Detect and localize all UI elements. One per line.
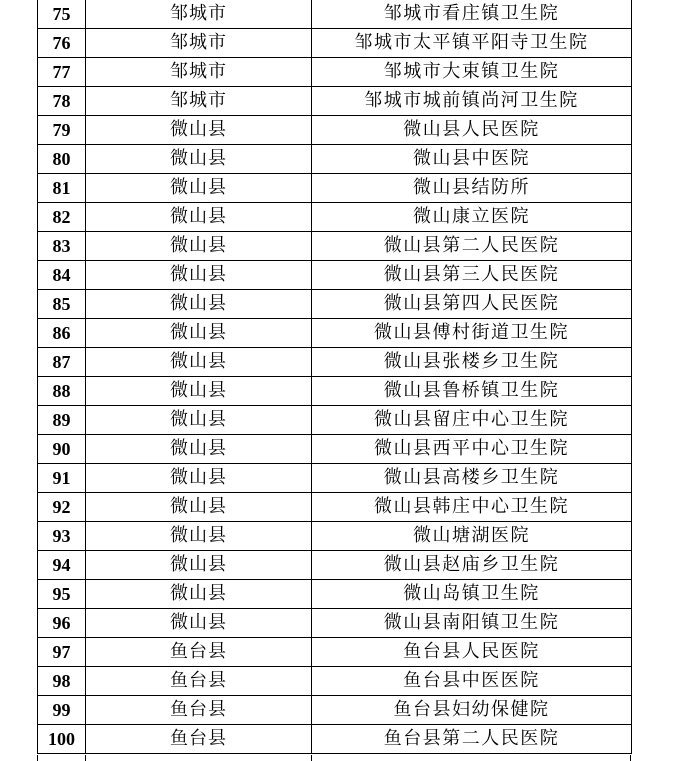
- row-hospital-name: 微山县第三人民医院: [312, 261, 632, 290]
- row-hospital-name: 邹城市看庄镇卫生院: [312, 0, 632, 29]
- table-row: [38, 609, 632, 638]
- row-number: 94: [38, 551, 86, 580]
- row-number: 75: [38, 0, 86, 29]
- row-hospital-name: 微山县西平中心卫生院: [312, 435, 632, 464]
- row-hospital-name: 微山县中医院: [312, 145, 632, 174]
- row-hospital-name: 微山县第四人民医院: [312, 290, 632, 319]
- table-row: [38, 580, 632, 609]
- row-city: 微山县: [86, 145, 312, 174]
- row-city: 微山县: [86, 406, 312, 435]
- row-number: 82: [38, 203, 86, 232]
- row-hospital-name: 微山县赵庙乡卫生院: [312, 551, 632, 580]
- row-city: 微山县: [86, 290, 312, 319]
- row-hospital-name: 邹城市城前镇尚河卫生院: [312, 87, 632, 116]
- row-city: 微山县: [86, 580, 312, 609]
- table-row: [38, 725, 632, 754]
- row-number: 81: [38, 174, 86, 203]
- row-city: 微山县: [86, 348, 312, 377]
- table-row: [38, 464, 632, 493]
- row-number: 80: [38, 145, 86, 174]
- row-city: 鱼台县: [86, 696, 312, 725]
- table-row: [38, 0, 632, 29]
- row-number: 96: [38, 609, 86, 638]
- row-city: 邹城市: [86, 58, 312, 87]
- table-row: [38, 58, 632, 87]
- table-row: [38, 406, 632, 435]
- row-city: 微山县: [86, 174, 312, 203]
- row-number: 100: [38, 725, 86, 754]
- row-number: 90: [38, 435, 86, 464]
- row-number: 93: [38, 522, 86, 551]
- row-city: 微山县: [86, 551, 312, 580]
- row-hospital-name: 微山县韩庄中心卫生院: [312, 493, 632, 522]
- table-row: [38, 348, 632, 377]
- row-number: 85: [38, 290, 86, 319]
- table-row: [38, 232, 632, 261]
- row-hospital-name: 微山县第二人民医院: [312, 232, 632, 261]
- row-hospital-name: 微山县鲁桥镇卫生院: [312, 377, 632, 406]
- hospital-table: [37, 0, 632, 754]
- hospital-table-body: [38, 0, 632, 754]
- row-number: 78: [38, 87, 86, 116]
- row-city: 微山县: [86, 261, 312, 290]
- row-city: 邹城市: [86, 87, 312, 116]
- table-row: [38, 87, 632, 116]
- row-city: 鱼台县: [86, 638, 312, 667]
- table-row: [38, 290, 632, 319]
- row-number: 88: [38, 377, 86, 406]
- row-city: 微山县: [86, 232, 312, 261]
- row-number: 77: [38, 58, 86, 87]
- row-number: 86: [38, 319, 86, 348]
- row-city: 微山县: [86, 609, 312, 638]
- table-row: [38, 145, 632, 174]
- row-number: 99: [38, 696, 86, 725]
- row-city: 微山县: [86, 493, 312, 522]
- table-row: [38, 377, 632, 406]
- row-hospital-name: 微山县结防所: [312, 174, 632, 203]
- row-hospital-name: 微山康立医院: [312, 203, 632, 232]
- row-number: 97: [38, 638, 86, 667]
- row-number: 91: [38, 464, 86, 493]
- row-hospital-name: 鱼台县妇幼保健院: [312, 696, 632, 725]
- table-row: [38, 116, 632, 145]
- row-city: 邹城市: [86, 0, 312, 29]
- row-number: 84: [38, 261, 86, 290]
- row-city: 微山县: [86, 435, 312, 464]
- table-row: [38, 667, 632, 696]
- table-row: [38, 29, 632, 58]
- row-city: 微山县: [86, 377, 312, 406]
- row-hospital-name: 邹城市大束镇卫生院: [312, 58, 632, 87]
- table-row: [38, 203, 632, 232]
- table-row: [38, 261, 632, 290]
- row-number: 87: [38, 348, 86, 377]
- row-city: 微山县: [86, 319, 312, 348]
- row-number: 92: [38, 493, 86, 522]
- row-city: 微山县: [86, 203, 312, 232]
- row-city: 鱼台县: [86, 725, 312, 754]
- row-city: 微山县: [86, 464, 312, 493]
- table-row: [38, 319, 632, 348]
- next-row-stub: [37, 755, 631, 761]
- row-hospital-name: 微山岛镇卫生院: [312, 580, 632, 609]
- row-hospital-name: 微山县留庄中心卫生院: [312, 406, 632, 435]
- table-row: [38, 174, 632, 203]
- table-row: [38, 522, 632, 551]
- row-number: 89: [38, 406, 86, 435]
- row-city: 鱼台县: [86, 667, 312, 696]
- row-city: 邹城市: [86, 29, 312, 58]
- table-row: [38, 551, 632, 580]
- row-hospital-name: 鱼台县第二人民医院: [312, 725, 632, 754]
- row-hospital-name: 微山县傅村街道卫生院: [312, 319, 632, 348]
- table-row: [38, 493, 632, 522]
- row-hospital-name: 微山县南阳镇卫生院: [312, 609, 632, 638]
- row-hospital-name: 鱼台县人民医院: [312, 638, 632, 667]
- table-row: [38, 435, 632, 464]
- row-number: 98: [38, 667, 86, 696]
- row-hospital-name: 微山县张楼乡卫生院: [312, 348, 632, 377]
- table-row: [38, 638, 632, 667]
- table-row: [38, 696, 632, 725]
- row-hospital-name: 邹城市太平镇平阳寺卫生院: [312, 29, 632, 58]
- row-city: 微山县: [86, 522, 312, 551]
- row-hospital-name: 微山县人民医院: [312, 116, 632, 145]
- row-number: 79: [38, 116, 86, 145]
- row-hospital-name: 鱼台县中医医院: [312, 667, 632, 696]
- row-hospital-name: 微山县高楼乡卫生院: [312, 464, 632, 493]
- row-number: 95: [38, 580, 86, 609]
- hospital-list-sheet: [37, 0, 631, 754]
- row-number: 83: [38, 232, 86, 261]
- row-number: 76: [38, 29, 86, 58]
- row-city: 微山县: [86, 116, 312, 145]
- row-hospital-name: 微山塘湖医院: [312, 522, 632, 551]
